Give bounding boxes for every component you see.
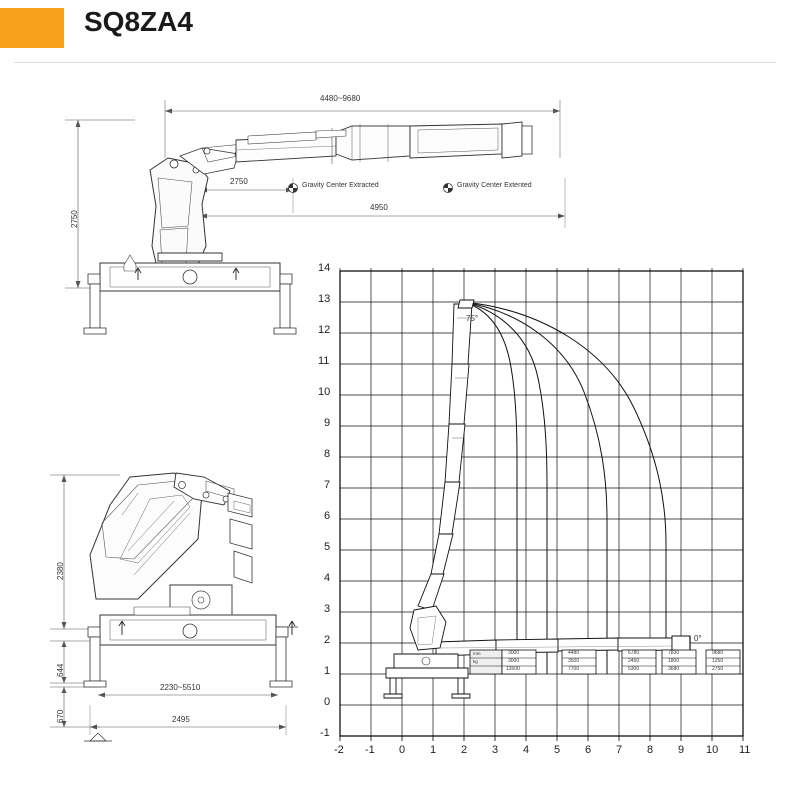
dim-outrigger-height: 644	[56, 663, 65, 677]
dim-boom-reach: 4480~9680	[320, 94, 361, 103]
annotation-0-deg: 0°	[694, 634, 702, 643]
x-tick-10: 10	[706, 744, 719, 756]
y-tick-14: 14	[318, 262, 331, 274]
gravity-center-marker-extracted	[289, 184, 298, 193]
x-tick-neg2: -2	[334, 744, 344, 756]
x-tick-9: 9	[678, 744, 685, 756]
capacity-col-1-top: 3000	[508, 650, 520, 656]
capacity-col-1-mid: 3000	[508, 658, 520, 664]
header-divider	[14, 62, 776, 63]
label-gravity-center-extracted: Gravity Center Extracted	[302, 182, 379, 189]
capacity-col-3-bot: 5300	[628, 666, 640, 672]
capacity-col-3-mid: 2450	[628, 658, 640, 664]
page-title: SQ8ZA4	[84, 6, 193, 37]
x-tick-0: 0	[399, 744, 406, 756]
dim-overall-height: 2380	[56, 562, 65, 580]
dim-gravity-long: 4950	[370, 203, 388, 212]
y-tick-7: 7	[324, 479, 331, 491]
capacity-col-4-mid: 1800	[668, 658, 680, 664]
label-gravity-center-extended: Gravity Center Extented	[457, 182, 532, 189]
capacity-col-5-bot: 2750	[712, 666, 724, 672]
y-tick-4: 4	[324, 572, 331, 584]
y-tick-10: 10	[318, 386, 331, 398]
annotation-75-deg: 75°	[466, 314, 479, 323]
x-tick-neg1: -1	[365, 744, 375, 756]
dim-ground-clearance: 670	[56, 709, 65, 723]
capacity-col-5-top: 9680	[712, 650, 724, 656]
load-chart-drawing	[318, 258, 780, 770]
y-tick-8: 8	[324, 448, 331, 460]
y-tick-13: 13	[318, 293, 331, 305]
capacity-col-4-bot: 3680	[668, 666, 680, 672]
load-capacity-chart	[318, 258, 780, 770]
capacity-col-2-mid: 3500	[568, 658, 580, 664]
x-tick-1: 1	[430, 744, 437, 756]
x-tick-5: 5	[554, 744, 561, 756]
y-tick-0: 0	[324, 696, 331, 708]
capacity-col-2-bot: 7700	[568, 666, 580, 672]
dim-height: 2750	[70, 210, 79, 228]
capacity-col-3-top: 6780	[628, 650, 640, 656]
x-tick-7: 7	[616, 744, 623, 756]
x-tick-8: 8	[647, 744, 654, 756]
y-tick-1: 1	[324, 665, 331, 677]
x-tick-6: 6	[585, 744, 592, 756]
capacity-table-unit-label: mm kg	[473, 651, 481, 664]
y-tick-neg1: -1	[320, 727, 330, 739]
gravity-center-marker-extended	[444, 184, 453, 193]
capacity-col-4-top: 7830	[668, 650, 680, 656]
capacity-col-1-bot: 13500	[506, 666, 520, 672]
capacity-col-2-top: 4480	[568, 650, 580, 656]
x-tick-11: 11	[739, 744, 751, 756]
y-tick-11: 11	[318, 355, 330, 367]
x-tick-4: 4	[523, 744, 530, 756]
y-tick-2: 2	[324, 634, 331, 646]
capacity-col-5-mid: 1250	[712, 658, 724, 664]
x-tick-2: 2	[461, 744, 468, 756]
dim-gravity-short: 2750	[230, 177, 248, 186]
x-tick-3: 3	[492, 744, 499, 756]
y-tick-6: 6	[324, 510, 331, 522]
dim-chassis-width: 2495	[172, 715, 190, 724]
y-tick-9: 9	[324, 417, 331, 429]
dim-outrigger-span: 2230~5510	[160, 683, 201, 692]
front-elevation-view	[30, 455, 320, 765]
y-tick-3: 3	[324, 603, 331, 615]
y-tick-5: 5	[324, 541, 331, 553]
y-tick-12: 12	[318, 324, 331, 336]
